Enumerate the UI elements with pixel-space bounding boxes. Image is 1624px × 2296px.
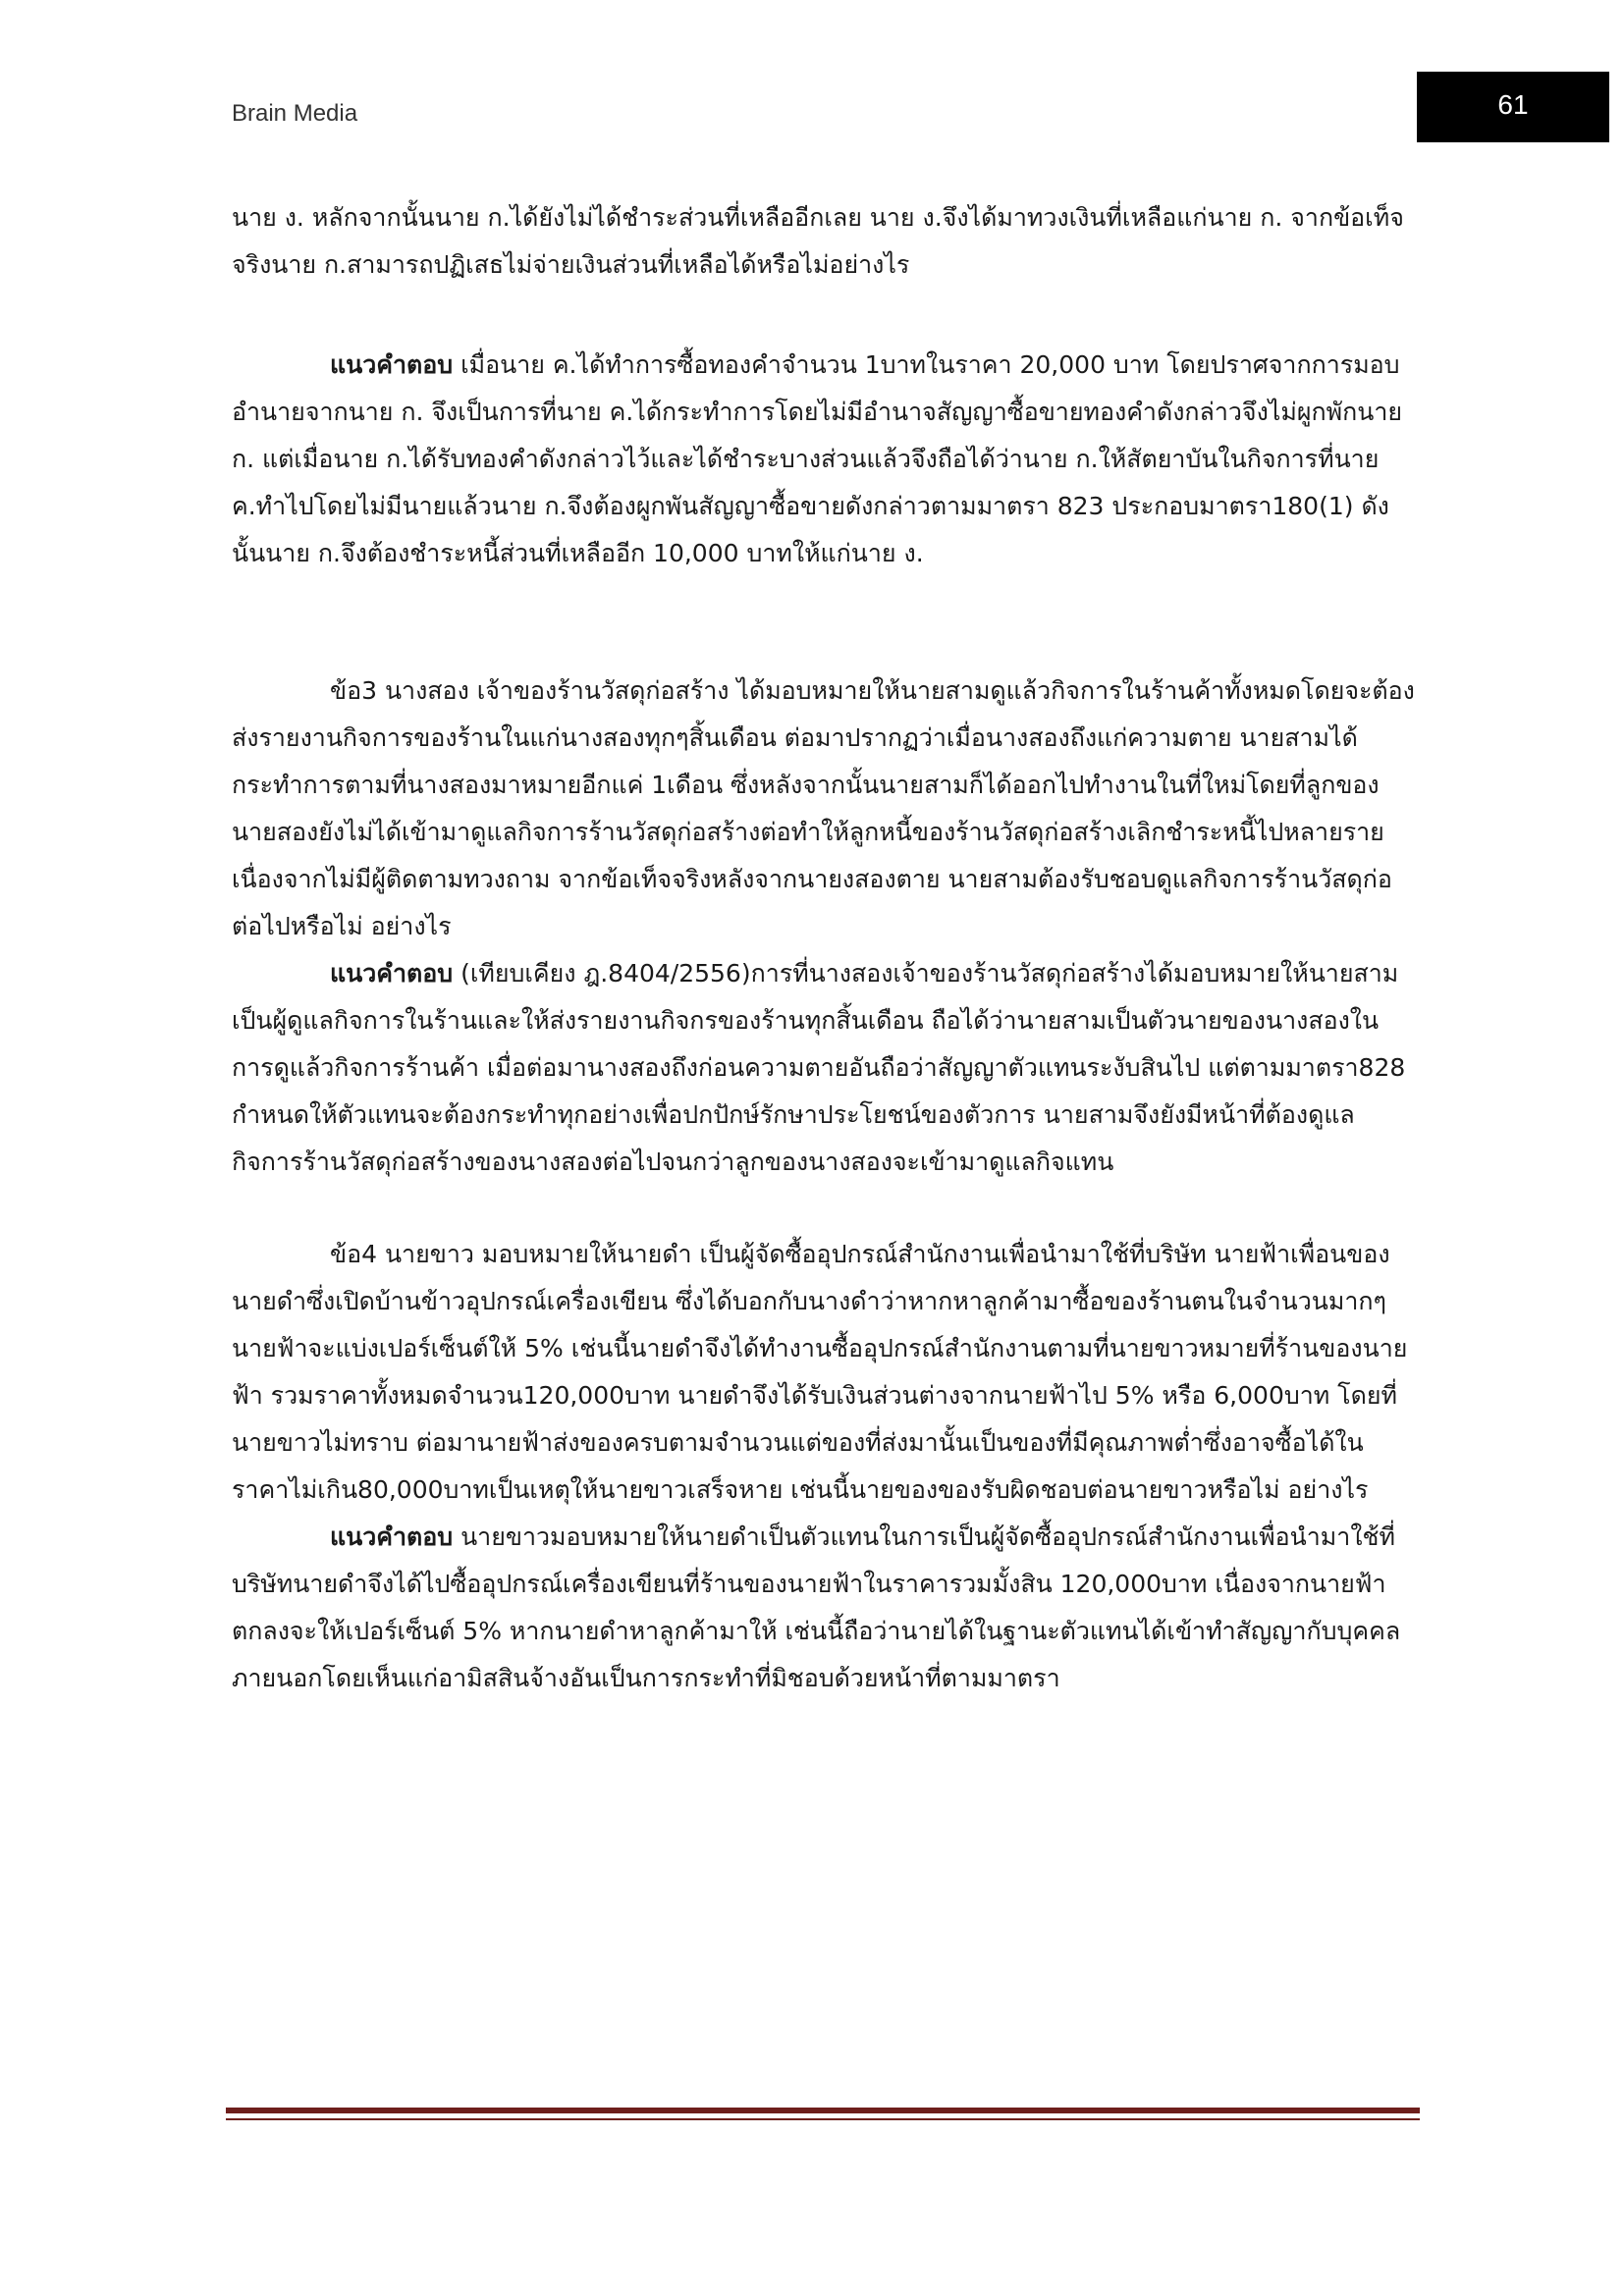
paragraph-gap bbox=[232, 289, 1416, 342]
answer-text: นายขาวมอบหมายให้นายดำเป็นตัวแทนในการเป็นผู้จัดซื้ออุปกรณ์สำนักงานเพื่อนำมาใช้ที่บริษัทนายดำจึงได้ไปซื้ออุปกรณ์เครื่องเขียนที่ร้านของนายฟ้าในราคารวมมั้งสิน 120,000บาท เนื่องจากนายฟ้าตกลงจะให้เปอร์เซ็นต์ 5% หากนายดำหาลูกค้ามาให้ เช่นนี้ถือว่านายได้ในฐานะตัวแทนได้เข้าทำสัญญากับบุคคลภายนอกโดยเห็นแก่อามิสสินจ้างอันเป็นการกระทำที่มิชอบด้วยหน้าที่ตามมาตรา bbox=[232, 1522, 1401, 1692]
question-paragraph-4: ข้อ4 นายขาว มอบหมายให้นายดำ เป็นผู้จัดซื้ออุปกรณ์สำนักงานเพื่อนำมาใช้ที่บริษัท นายฟ้าเพื่อนของนายดำซึ่งเปิดบ้านข้าวอุปกรณ์เครื่องเขียน ซึ่งได้บอกกับนางดำว่าหากหาลูกค้ามาซื้อของร้านตนในจำนวนมากๆนายฟ้าจะแบ่งเปอร์เซ็นต์ให้ 5% เช่นนี้นายดำจึงได้ทำงานซื้ออุปกรณ์สำนักงานตามที่นายขาวหมายที่ร้านของนายฟ้า รวมราคาทั้งหมดจำนวน120,000บาท นายดำจึงได้รับเงินส่วนต่างจากนายฟ้าไป 5% หรือ 6,000บาท โดยที่นายขาวไม่ทราบ ต่อมานายฟ้าส่งของครบตามจำนวนแต่ของที่ส่งมานั้นเป็นของที่มีคุณภาพต่ำซึ่งอาจซื้อได้ในราคาไม่เกิน80,000บาทเป็นเหตุให้นายขาวเสร็จหาย เช่นนี้นายของของรับผิดชอบต่อนายขาวหรือไม่ อย่างไร bbox=[232, 1240, 1408, 1504]
answer-label: แนวคำตอบ bbox=[330, 350, 454, 379]
answer-paragraph-1 bbox=[232, 342, 1416, 577]
page-number: 61 bbox=[1417, 72, 1609, 142]
footer-rule-thin bbox=[226, 2118, 1420, 2120]
paragraph-gap bbox=[232, 1186, 1416, 1231]
answer-text: เมื่อนาย ค.ได้ทำการซื้อทองคำจำนวน 1บาทในราคา 20,000 บาท โดยปราศจากการมอบอำนายจากนาย ก. จึงเป็นการที่นาย ค.ได้กระทำการโดยไม่มีอำนาจสัญญาซื้อขายทองคำดังกล่าวจึงไม่ผูกพักนาย ก. แต่เมื่อนาย ก.ได้รับทองคำดังกล่าวไว้และได้ชำระบางส่วนแล้วจึงถือได้ว่านาย ก.ให้สัตยาบันในกิจการที่นาย ค.ทำไปโดยไม่มีนายแล้วนาย ก.จึงต้องผูกพันสัญญาซื้อขายดังกล่าวตามมาตรา 823 ประกอบมาตรา180(1) ดังนั้นนาย ก.จึงต้องชำระหนี้ส่วนที่เหลืออีก 10,000 บาทให้แก่นาย ง. bbox=[232, 350, 1403, 567]
answer-paragraph-3 bbox=[232, 950, 1416, 1186]
question-paragraph-3: ข้อ3 นางสอง เจ้าของร้านวัสดุก่อสร้าง ได้มอบหมายให้นายสามดูแล้วกิจการในร้านค้าทั้งหมดโดยจะต้องส่งรายงานกิจการของร้านในแก่นางสองทุกๆสิ้นเดือน ต่อมาปรากฏว่าเมื่อนางสองถึงแก่ความตาย นายสามได้กระทำการตามที่นางสองมาหมายอีกแค่ 1เดือน ซึ่งหลังจากนั้นนายสามก็ได้ออกไปทำงานในที่ใหม่โดยที่ลูกของนายสองยังไม่ได้เข้ามาดูแลกิจการร้านวัสดุก่อสร้างต่อทำให้ลูกหนี้ของร้านวัสดุก่อสร้างเลิกชำระหนี้ไปหลายรายเนื่องจากไม่มีผู้ติดตามทวงถาม จากข้อเท็จจริงหลังจากนายงสองตาย นายสามต้องรับชอบดูแลกิจการร้านวัสดุก่อต่อไปหรือไม่ อย่างไร bbox=[232, 676, 1415, 940]
header-brand: Brain Media bbox=[232, 100, 358, 127]
paragraph-continuation: นาย ง. หลักจากนั้นนาย ก.ได้ยังไม่ได้ชำระส่วนที่เหลืออีกเลย นาย ง.จึงได้มาทวงเงินที่เหลือแก่นาย ก. จากข้อเท็จจริงนาย ก.สามารถปฏิเสธไม่จ่ายเงินส่วนที่เหลือได้หรือไม่อย่างไร bbox=[232, 203, 1404, 279]
page-body bbox=[232, 194, 1416, 1702]
answer-text: (เทียบเคียง ฎ.8404/2556)การที่นางสองเจ้าของร้านวัสดุก่อสร้างได้มอบหมายให้นายสามเป็นผู้ดูแลกิจการในร้านและให้ส่งรายงานกิจกรของร้านทุกสิ้นเดือน ถือได้ว่านายสามเป็นตัวนายของนางสองในการดูแล้วกิจการร้านค้า เมื่อต่อมานางสองถึงก่อนความตายอันถือว่าสัญญาตัวแทนระงับสินไป แต่ตามมาตรา828 กำหนดให้ตัวแทนจะต้องกระทำทุกอย่างเพื่อปกปักษ์รักษาประโยชน์ของตัวการ นายสามจึงยังมีหน้าที่ต้องดูแลกิจการร้านวัสดุก่อสร้างของนางสองต่อไปจนกว่าลูกของนางสองจะเข้ามาดูแลกิจแทน bbox=[232, 959, 1406, 1176]
paragraph-gap bbox=[232, 577, 1416, 667]
answer-paragraph-4 bbox=[232, 1514, 1416, 1702]
answer-label: แนวคำตอบ bbox=[330, 959, 454, 988]
footer-rule bbox=[226, 2108, 1420, 2113]
answer-label: แนวคำตอบ bbox=[330, 1522, 454, 1551]
